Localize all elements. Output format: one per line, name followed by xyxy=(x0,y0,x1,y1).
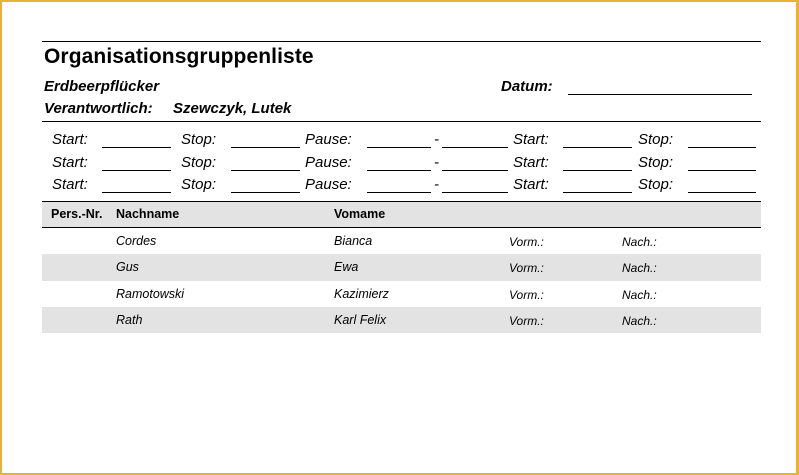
pause-to-field[interactable] xyxy=(442,147,508,148)
cell-nachname: Cordes xyxy=(116,234,157,248)
start2-label: Start: xyxy=(513,131,549,148)
pause-label: Pause: xyxy=(305,131,352,148)
table-row xyxy=(42,281,761,307)
pause-from-field[interactable] xyxy=(367,192,431,193)
start2-field[interactable] xyxy=(563,192,632,193)
stop-label: Stop: xyxy=(181,131,217,148)
start-label: Start: xyxy=(52,153,88,171)
table-row xyxy=(42,228,761,254)
time-row xyxy=(42,152,761,175)
cell-nachname: Gus xyxy=(116,260,139,275)
header-divider xyxy=(42,121,761,122)
cell-vorm-label: Vorm.: xyxy=(509,261,544,276)
start-label: Start: xyxy=(52,131,88,148)
responsible-value: Szewczyk, Lutek xyxy=(173,100,292,117)
time-row xyxy=(42,174,761,197)
cell-nachname: Rath xyxy=(116,312,143,327)
cell-vorname: Ewa xyxy=(334,260,359,275)
cell-nach-label: Nach.: xyxy=(622,235,657,249)
cell-vorname: Karl Felix xyxy=(334,312,387,327)
stop2-label: Stop: xyxy=(638,153,674,171)
start-field[interactable] xyxy=(102,147,171,148)
cell-nachname: Ramotowski xyxy=(116,286,185,301)
pause-to-field[interactable] xyxy=(442,192,508,193)
date-label: Datum: xyxy=(501,78,553,95)
member-table xyxy=(42,201,761,333)
start2-field[interactable] xyxy=(563,147,632,148)
stop-field[interactable] xyxy=(231,170,300,171)
pause-from-field[interactable] xyxy=(367,170,431,171)
stop2-field[interactable] xyxy=(688,192,756,193)
header-vorname: Vomame xyxy=(334,207,386,221)
stop2-field[interactable] xyxy=(688,170,756,171)
time-row xyxy=(42,129,761,152)
pause-to-field[interactable] xyxy=(442,170,508,171)
start-field[interactable] xyxy=(102,170,171,171)
table-row xyxy=(42,254,761,280)
report-title: Organisationsgruppenliste xyxy=(44,45,314,68)
cell-nach-label: Nach.: xyxy=(622,287,657,302)
pause-label: Pause: xyxy=(305,153,352,171)
start2-label: Start: xyxy=(513,153,549,171)
cell-nach-label: Nach.: xyxy=(622,261,657,276)
group-name: Erdbeerpflücker xyxy=(44,78,160,95)
start-field[interactable] xyxy=(102,192,171,193)
stop2-label: Stop: xyxy=(638,131,674,148)
top-rule xyxy=(42,41,761,42)
table-header xyxy=(42,201,761,228)
table-row xyxy=(42,307,761,333)
stop-field[interactable] xyxy=(231,192,300,193)
cell-vorname: Bianca xyxy=(334,234,373,248)
dash-separator: - xyxy=(434,131,439,148)
pause-from-field[interactable] xyxy=(367,147,431,148)
stop-field[interactable] xyxy=(231,147,300,148)
start2-label: Start: xyxy=(513,176,549,193)
time-entry-block xyxy=(42,129,761,197)
responsible-label: Verantwortlich: xyxy=(44,100,153,117)
header-nachname: Nachname xyxy=(116,207,180,221)
start-label: Start: xyxy=(52,176,88,193)
cell-nach-label: Nach.: xyxy=(622,313,657,328)
date-field-line[interactable] xyxy=(568,94,752,95)
stop-label: Stop: xyxy=(181,176,217,193)
stop-label: Stop: xyxy=(181,153,217,171)
header-pers-nr: Pers.-Nr. xyxy=(51,207,103,221)
cell-vorm-label: Vorm.: xyxy=(509,287,544,302)
dash-separator: - xyxy=(434,153,439,171)
pause-label: Pause: xyxy=(305,176,352,193)
cell-vorname: Kazimierz xyxy=(334,286,389,301)
table-body xyxy=(42,228,761,333)
start2-field[interactable] xyxy=(563,170,632,171)
cell-vorm-label: Vorm.: xyxy=(509,313,544,328)
stop2-field[interactable] xyxy=(688,147,756,148)
cell-vorm-label: Vorm.: xyxy=(509,235,544,249)
dash-separator: - xyxy=(434,176,439,193)
stop2-label: Stop: xyxy=(638,176,674,193)
